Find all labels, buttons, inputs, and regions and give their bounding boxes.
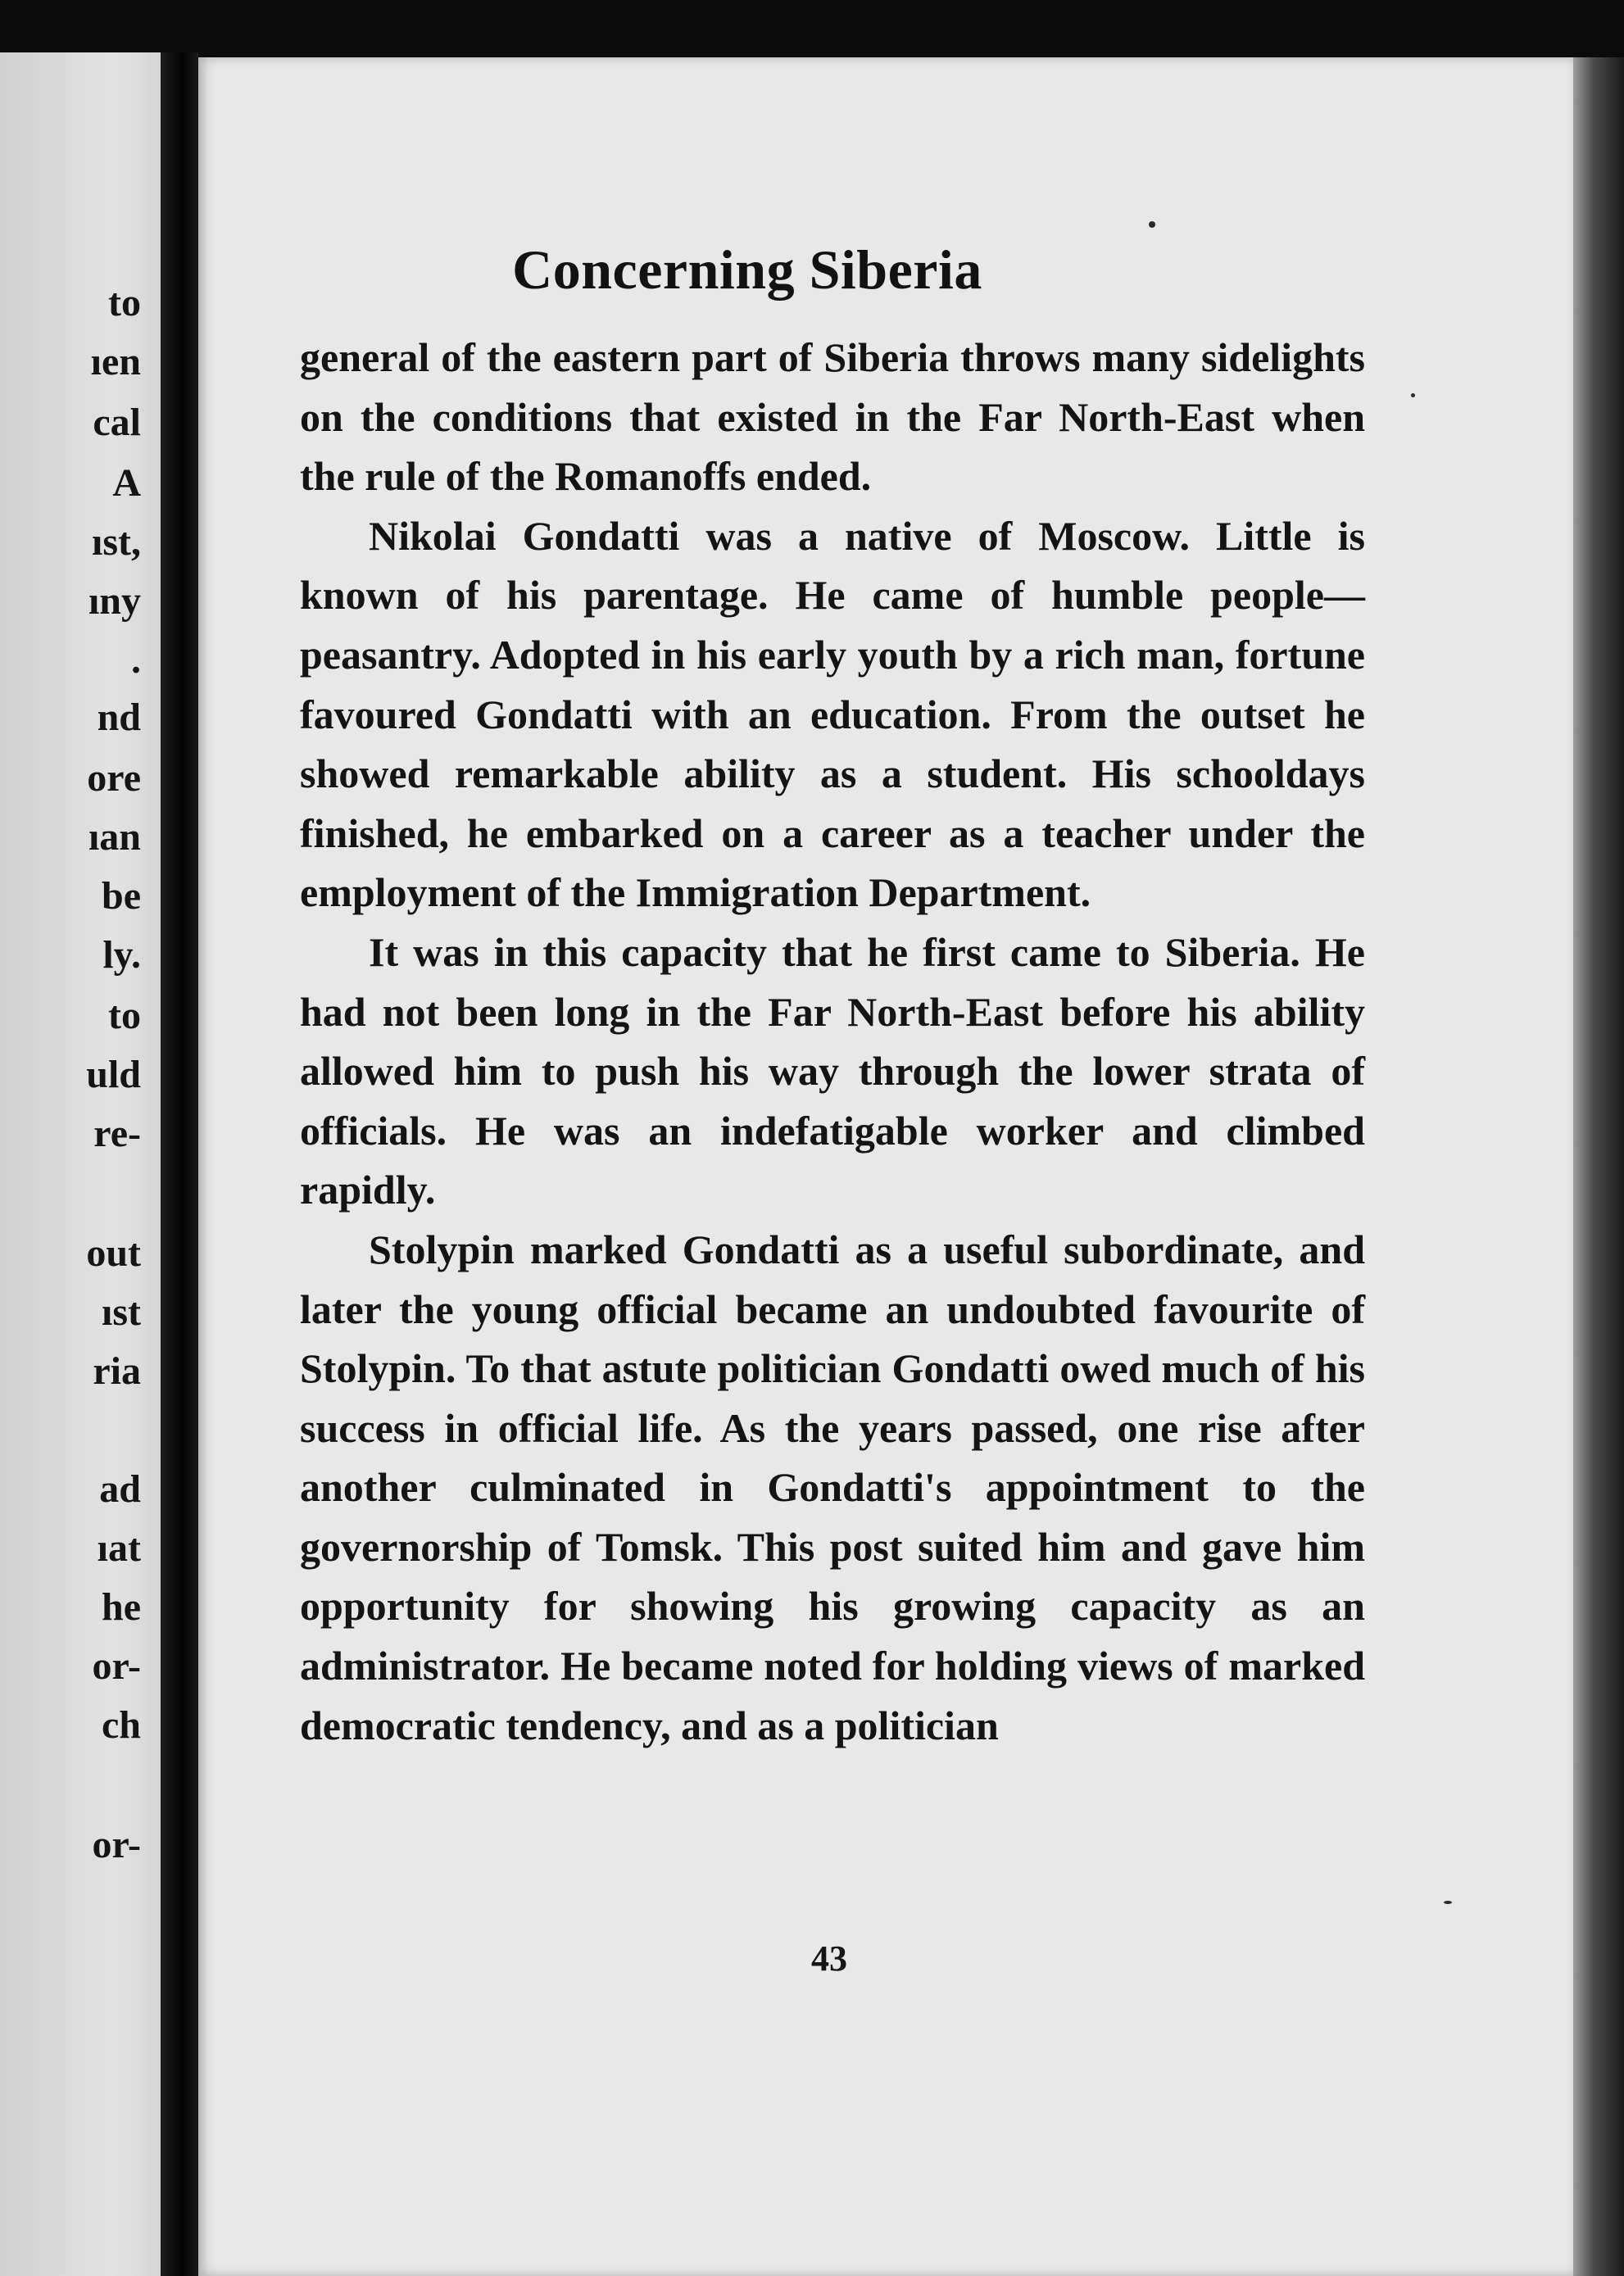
fragment-line: he (102, 1585, 141, 1629)
fragment-line: ıny (88, 579, 141, 623)
fragment-line: be (102, 874, 141, 918)
fragment-line: ıen (90, 340, 141, 383)
page-number: 43 (811, 1938, 847, 1979)
fragment-line: A (112, 461, 141, 505)
fragment-line: re- (93, 1112, 141, 1155)
page-body (300, 328, 1365, 1755)
fragment-line: ad (99, 1467, 141, 1511)
running-head: Concerning Siberia (512, 238, 982, 301)
fragment-line: or- (92, 1644, 141, 1688)
fragment-line: ly. (102, 933, 141, 977)
fragment-line: . (131, 638, 141, 682)
paragraph: Nikolai Gondatti was a native of Moscow. Little is known of his parentage. He came of humble people—peasantry. Adopted in his early youth by a rich man, fortune favoured Gondatti with an education. From the outset he showed remarkable ability as a student. His schooldays finished, he embarked on a career as a teacher under the employment of the Immigration Department. (300, 512, 1365, 916)
fragment-line: ıst, (92, 520, 141, 564)
fragment-line: ria (93, 1349, 141, 1393)
facing-page (0, 52, 175, 2276)
facing-page-text-fragments (26, 52, 141, 2276)
paragraph: general of the eastern part of Siberia throws many sidelights on the conditions that existed in the Far North-East when the rule of the Romanoffs ended. (300, 334, 1365, 500)
fragment-line: to (108, 281, 141, 324)
fragment-line: cal (93, 401, 141, 444)
book-gutter (161, 52, 198, 2276)
book-page (198, 57, 1573, 2276)
fragment-line: ıat (97, 1526, 141, 1570)
fragment-line: ore (87, 756, 141, 800)
fragment-line: nd (97, 696, 141, 739)
fragment-line: ıst (102, 1290, 141, 1334)
print-speck (1444, 1901, 1452, 1904)
print-speck (1149, 221, 1155, 228)
fragment-line: ıan (88, 815, 141, 859)
facing-page-surface (0, 52, 161, 2276)
print-speck (1411, 393, 1415, 397)
fragment-line: to (108, 994, 141, 1037)
fragment-line: uld (86, 1053, 141, 1096)
paragraph: Stolypin marked Gondatti as a useful subordinate, and later the young official became an undoubted favourite of Stolypin. To that astute politician Gondatti owed much of his success in official life. As the years passed, one rise after another culminated in Gondatti's appointment to the governorship of Tomsk. This post suited him and gave him opportunity for showing his growing capacity as an administrator. He became noted for holding views of marked democratic tendency, and as a politician (300, 1226, 1365, 1748)
page-edge (1573, 57, 1624, 2276)
fragment-line: out (86, 1231, 141, 1275)
fragment-line: ch (102, 1703, 141, 1747)
paragraph: It was in this capacity that he first came to Siberia. He had not been long in the Far North-East before his ability allowed him to push his way through the lower strata of officials. He was an indefatigable worker and climbed rapidly. (300, 928, 1365, 1213)
fragment-line: or- (92, 1823, 141, 1866)
